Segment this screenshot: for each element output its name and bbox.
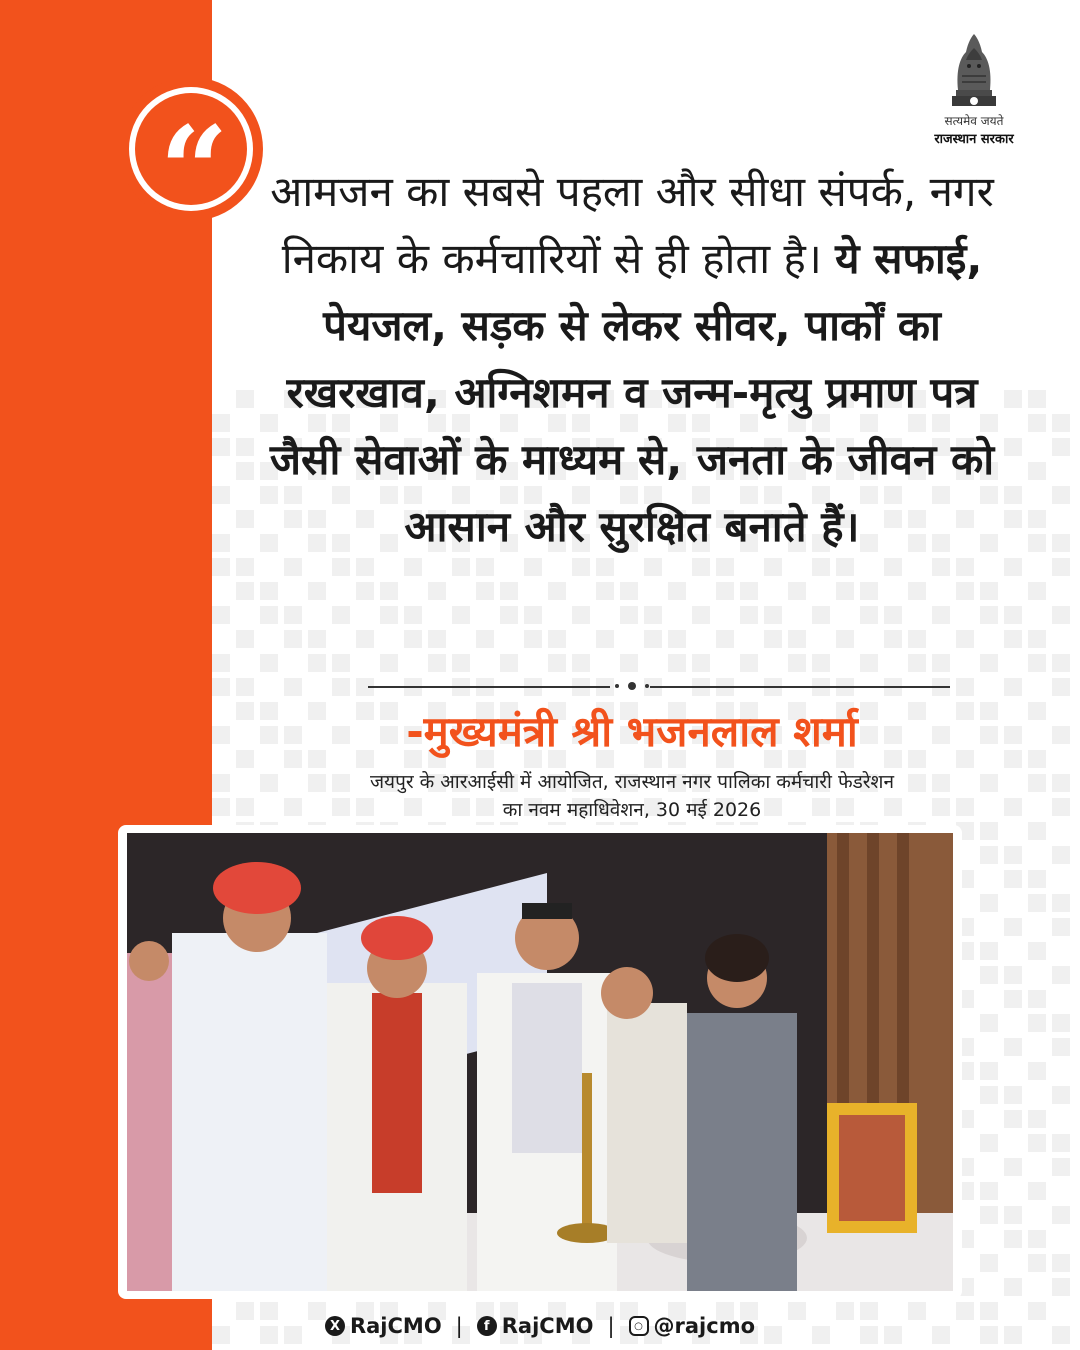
x-icon: X [325,1316,345,1336]
pattern-tile [476,630,494,648]
pattern-tile [548,582,566,600]
pattern-tile [260,582,278,600]
pattern-tile [1052,726,1070,744]
pattern-tile [500,606,518,624]
divider-left [368,686,610,688]
pattern-tile [572,558,590,576]
pattern-tile [236,750,254,768]
social-footer [300,1310,780,1342]
pattern-tile [572,654,590,672]
pattern-tile [1052,1254,1070,1272]
pattern-tile [380,606,398,624]
pattern-tile [1004,966,1022,984]
instagram-handle: @rajcmo [653,1314,756,1338]
pattern-tile [380,582,398,600]
event-photo [127,833,953,1291]
pattern-tile [236,678,254,696]
pattern-tile [1028,1302,1046,1320]
pattern-tile [620,606,638,624]
pattern-tile [524,558,542,576]
pattern-tile [1004,678,1022,696]
pattern-tile [1028,390,1046,408]
pattern-tile [788,630,806,648]
separator: | [607,1314,615,1338]
pattern-tile [1004,1110,1022,1128]
pattern-tile [1004,486,1022,504]
pattern-tile [284,558,302,576]
pattern-tile [980,1014,998,1032]
pattern-tile [332,606,350,624]
pattern-tile [1028,870,1046,888]
pattern-tile [1004,918,1022,936]
pattern-tile [1004,630,1022,648]
pattern-tile [908,630,926,648]
pattern-tile [884,558,902,576]
pattern-tile [1052,1326,1070,1344]
pattern-tile [1004,990,1022,1008]
government-name: राजस्थान सरकार [934,132,1014,147]
pattern-tile [812,606,830,624]
pattern-tile [980,1134,998,1152]
pattern-tile [308,582,326,600]
facebook-handle: RajCMO [501,1314,594,1338]
pattern-tile [212,774,230,792]
pattern-tile [308,654,326,672]
pattern-tile [692,606,710,624]
pattern-tile [236,462,254,480]
pattern-tile [356,558,374,576]
pattern-tile [980,1206,998,1224]
quote-icon: “ [159,100,223,241]
pattern-tile [1004,1158,1022,1176]
pattern-tile [524,606,542,624]
pattern-tile [332,678,350,696]
pattern-tile [236,1302,254,1320]
pattern-tile [764,606,782,624]
pattern-tile [764,630,782,648]
pattern-tile [236,798,254,816]
divider-dot [628,682,636,690]
pattern-tile [980,822,998,840]
pattern-tile [596,582,614,600]
pattern-tile [1028,702,1046,720]
pattern-tile [572,606,590,624]
pattern-tile [1004,438,1022,456]
pattern-tile [908,582,926,600]
quote-part-bold: ये सफाई, पेयजल, सड़क से लेकर सीवर, पार्कों का रखरखाव, अग्निशमन व जन्म-मृत्यु प्रमाण पत्र जैसी सेवाओं के माध्यम से, जनता के जीवन को आसान और सुरक्षित बनाते हैं। [269,234,995,551]
pattern-tile [356,582,374,600]
pattern-tile [716,582,734,600]
pattern-tile [1052,846,1070,864]
pattern-tile [740,606,758,624]
pattern-tile [284,630,302,648]
pattern-tile [212,654,230,672]
pattern-tile [860,582,878,600]
pattern-tile [1028,822,1046,840]
pattern-tile [404,606,422,624]
pattern-tile [1004,606,1022,624]
pattern-tile [788,654,806,672]
pattern-tile [812,654,830,672]
pattern-tile [1052,606,1070,624]
facebook-icon: f [477,1316,497,1336]
pattern-tile [212,438,230,456]
pattern-tile [1028,462,1046,480]
pattern-tile [836,582,854,600]
pattern-tile [980,1302,998,1320]
pattern-tile [716,630,734,648]
pattern-tile [932,558,950,576]
pattern-tile [1052,678,1070,696]
pattern-tile [692,654,710,672]
pattern-tile [380,654,398,672]
pattern-tile [596,558,614,576]
pattern-tile [1004,726,1022,744]
pattern-tile [1052,654,1070,672]
pattern-tile [668,630,686,648]
separator: | [455,1314,463,1338]
pattern-tile [260,654,278,672]
pattern-tile [1052,1134,1070,1152]
pattern-tile [476,558,494,576]
pattern-tile [356,630,374,648]
pattern-tile [1028,414,1046,432]
quote-text [262,158,1002,560]
pattern-tile [980,1254,998,1272]
pattern-tile [860,1302,878,1320]
pattern-tile [716,558,734,576]
pattern-tile [644,630,662,648]
pattern-tile [620,654,638,672]
pattern-tile [236,630,254,648]
pattern-tile [980,1062,998,1080]
pattern-tile [428,654,446,672]
pattern-tile [1028,1110,1046,1128]
pattern-tile [1052,1014,1070,1032]
pattern-tile [980,606,998,624]
pattern-tile [1004,846,1022,864]
pattern-tile [1028,510,1046,528]
pattern-tile [980,1182,998,1200]
pattern-tile [1052,774,1070,792]
pattern-tile [236,582,254,600]
pattern-tile [260,1302,278,1320]
pattern-tile [1004,798,1022,816]
pattern-tile [956,678,974,696]
pattern-tile [884,606,902,624]
pattern-tile [596,630,614,648]
pattern-tile [908,654,926,672]
speaker-name: -मुख्यमंत्री श्री भजनलाल शर्मा [406,707,858,756]
pattern-tile [524,630,542,648]
pattern-tile [1028,1254,1046,1272]
divider-dot [615,684,619,688]
pattern-tile [884,1326,902,1344]
pattern-tile [980,1326,998,1344]
pattern-tile [788,1302,806,1320]
pattern-tile [908,1302,926,1320]
pattern-tile [836,630,854,648]
x-link[interactable] [325,1314,442,1338]
pattern-tile [956,558,974,576]
pattern-tile [500,582,518,600]
pattern-tile [932,1326,950,1344]
pattern-tile [1052,1086,1070,1104]
pattern-tile [1028,582,1046,600]
pattern-tile [1028,1182,1046,1200]
pattern-tile [284,606,302,624]
pattern-tile [548,630,566,648]
pattern-tile [1004,1230,1022,1248]
pattern-tile [332,558,350,576]
pattern-tile [1028,654,1046,672]
divider-dot [645,684,649,688]
pattern-tile [980,942,998,960]
pattern-tile [1052,966,1070,984]
pattern-tile [1052,894,1070,912]
pattern-tile [1052,1278,1070,1296]
ashoka-emblem-icon [948,30,1000,110]
pattern-tile [332,654,350,672]
pattern-tile [212,678,230,696]
pattern-tile [1028,1062,1046,1080]
pattern-tile [1052,558,1070,576]
pattern-tile [212,1326,230,1344]
pattern-tile [212,798,230,816]
pattern-tile [1004,1326,1022,1344]
facebook-link[interactable] [477,1314,594,1338]
pattern-tile [1004,390,1022,408]
pattern-tile [548,654,566,672]
pattern-tile [812,558,830,576]
pattern-tile [1028,774,1046,792]
quote-badge [129,87,253,241]
pattern-tile [956,582,974,600]
instagram-link[interactable] [629,1314,755,1338]
event-line-1: जयपुर के आरआईसी में आयोजित, राजस्थान नगर पालिका कर्मचारी फेडरेशन [369,771,895,793]
pattern-tile [1004,1038,1022,1056]
pattern-tile [860,654,878,672]
pattern-tile [212,606,230,624]
pattern-tile [1004,1278,1022,1296]
pattern-tile [980,1086,998,1104]
pattern-tile [212,414,230,432]
pattern-tile [404,630,422,648]
pattern-tile [260,606,278,624]
pattern-tile [980,582,998,600]
x-handle: RajCMO [349,1314,442,1338]
pattern-tile [1028,750,1046,768]
pattern-tile [812,1326,830,1344]
pattern-tile [236,438,254,456]
government-emblem [928,30,1020,147]
pattern-tile [836,558,854,576]
pattern-tile [788,582,806,600]
pattern-tile [1052,1038,1070,1056]
pattern-tile [980,654,998,672]
pattern-tile [1028,1134,1046,1152]
pattern-tile [236,390,254,408]
pattern-tile [284,678,302,696]
pattern-tile [980,966,998,984]
pattern-tile [1028,894,1046,912]
pattern-tile [740,582,758,600]
pattern-tile [836,1302,854,1320]
pattern-tile [1004,510,1022,528]
pattern-tile [212,486,230,504]
divider-right [650,686,950,688]
pattern-tile [620,582,638,600]
pattern-tile [644,558,662,576]
pattern-tile [692,558,710,576]
emblem-motto: सत्यमेव जयते [944,114,1004,128]
pattern-tile [956,630,974,648]
pattern-tile [260,1326,278,1344]
pattern-tile [404,558,422,576]
pattern-tile [1004,1206,1022,1224]
pattern-tile [212,534,230,552]
pattern-tile [980,894,998,912]
pattern-tile [1052,414,1070,432]
pattern-tile [884,630,902,648]
pattern-tile [452,558,470,576]
pattern-tile [668,582,686,600]
pattern-tile [476,582,494,600]
pattern-tile [1004,870,1022,888]
pattern-tile [1052,1206,1070,1224]
pattern-tile [668,654,686,672]
pattern-tile [932,606,950,624]
pattern-tile [644,606,662,624]
event-details [262,768,1002,824]
pattern-tile [236,510,254,528]
pattern-tile [1052,1158,1070,1176]
pattern-tile [1052,438,1070,456]
pattern-tile [428,582,446,600]
pattern-tile [452,606,470,624]
pattern-tile [1052,798,1070,816]
pattern-tile [956,1302,974,1320]
pattern-tile [428,630,446,648]
pattern-tile [1052,486,1070,504]
pattern-tile [860,606,878,624]
pattern-tile [452,654,470,672]
pattern-tile [500,654,518,672]
pattern-tile [932,654,950,672]
pattern-tile [1028,1014,1046,1032]
pattern-tile [1052,534,1070,552]
pattern-tile [1028,630,1046,648]
pattern-tile [1004,750,1022,768]
pattern-tile [1004,558,1022,576]
pattern-tile [860,1326,878,1344]
pattern-tile [308,630,326,648]
quote-part-regular: आमजन का सबसे पहला और सीधा संपर्क, नगर निकाय के कर्मचारियों से ही होता है। [270,167,994,283]
event-line-2: का नवम महाधिवेशन, 30 मई 2026 [502,799,762,821]
pattern-tile [236,702,254,720]
pattern-tile [1028,1230,1046,1248]
pattern-tile [980,846,998,864]
instagram-icon: ○ [629,1316,649,1336]
pattern-tile [212,558,230,576]
pattern-tile [1028,990,1046,1008]
pattern-tile [212,726,230,744]
pattern-tile [764,558,782,576]
pattern-tile [1028,942,1046,960]
pattern-tile [1028,534,1046,552]
pattern-tile [740,654,758,672]
pattern-tile [1052,918,1070,936]
event-photo-illustration [127,833,953,1291]
pattern-tile [236,558,254,576]
pattern-tile [1004,1086,1022,1104]
